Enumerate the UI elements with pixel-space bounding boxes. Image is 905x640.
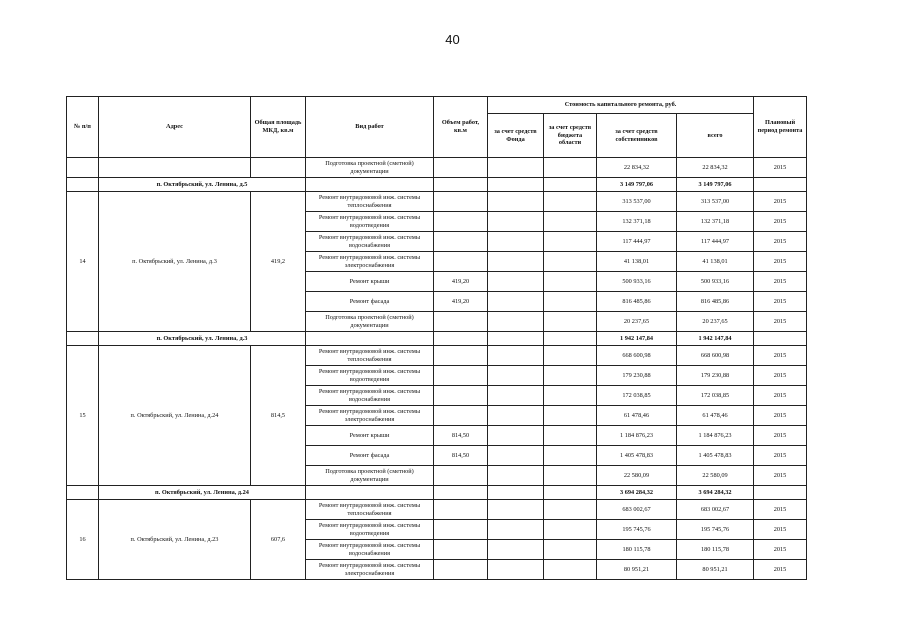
subtotal-total: 3 149 797,06: [677, 178, 754, 192]
subtotal-address: п. Октябрьский, ул. Ленина, д.5: [99, 178, 306, 192]
row-work-type: Ремонт крыши: [306, 426, 434, 446]
row-work-type: Ремонт внутридомовой инж. системы водоотведения: [306, 212, 434, 232]
row-address: п. Октябрьский, ул. Ленина, д.3: [99, 192, 251, 332]
subtotal-work-cell: [306, 486, 434, 500]
subtotal-fund-cell: [488, 178, 544, 192]
row-work-type: Ремонт внутридомовой инж. системы теплоснабжения: [306, 500, 434, 520]
table-row: [67, 158, 807, 178]
row-address: п. Октябрьский, ул. Ленина, д.23: [99, 500, 251, 580]
subtotal-row: [67, 178, 807, 192]
row-budget: [544, 272, 597, 292]
row-volume: [434, 192, 488, 212]
subtotal-total: 1 942 147,84: [677, 332, 754, 346]
row-total: 195 745,76: [677, 520, 754, 540]
subtotal-volume-cell: [434, 332, 488, 346]
row-owners: 180 115,78: [597, 540, 677, 560]
row-volume: [434, 232, 488, 252]
row-total: 179 230,88: [677, 366, 754, 386]
row-volume: [434, 406, 488, 426]
subtotal-budget-cell: [544, 486, 597, 500]
row-total: 117 444,97: [677, 232, 754, 252]
subtotal-row: [67, 486, 807, 500]
row-owners: 132 371,18: [597, 212, 677, 232]
row-work-type: Подготовка проектной (сметной) документации: [306, 466, 434, 486]
subtotal-volume-cell: [434, 178, 488, 192]
header-period: Плановый период ремонта: [754, 97, 807, 158]
row-volume: [434, 366, 488, 386]
row-owners: 20 237,65: [597, 312, 677, 332]
row-budget: [544, 466, 597, 486]
table-row: [67, 500, 807, 520]
row-owners: 313 537,00: [597, 192, 677, 212]
row-budget: [544, 212, 597, 232]
row-volume: 814,50: [434, 446, 488, 466]
row-budget: [544, 560, 597, 580]
row-fund: [488, 252, 544, 272]
row-volume: 419,20: [434, 272, 488, 292]
row-period: 2015: [754, 406, 807, 426]
row-total: 313 537,00: [677, 192, 754, 212]
row-work-type: Ремонт фасада: [306, 292, 434, 312]
row-fund: [488, 406, 544, 426]
row-number: 16: [67, 500, 99, 580]
row-work-type: Ремонт внутридомовой инж. системы теплоснабжения: [306, 192, 434, 212]
row-period: 2015: [754, 466, 807, 486]
row-work-type: Ремонт внутридомовой инж. системы водоснабжения: [306, 232, 434, 252]
row-volume: [434, 560, 488, 580]
row-fund: [488, 560, 544, 580]
row-period: 2015: [754, 252, 807, 272]
subtotal-period-cell: [754, 178, 807, 192]
row-total: 132 371,18: [677, 212, 754, 232]
row-fund: [488, 272, 544, 292]
row-period: 2015: [754, 426, 807, 446]
header-volume: Объем работ, кв.м: [434, 97, 488, 158]
row-budget: [544, 520, 597, 540]
row-owners: 683 002,67: [597, 500, 677, 520]
row-owners: 61 478,46: [597, 406, 677, 426]
row-period: 2015: [754, 192, 807, 212]
row-fund: [488, 212, 544, 232]
row-budget: [544, 366, 597, 386]
table-row: [67, 192, 807, 212]
subtotal-owners: 3 149 797,06: [597, 178, 677, 192]
row-period: 2015: [754, 158, 807, 178]
subtotal-period-cell: [754, 332, 807, 346]
row-total: 80 951,21: [677, 560, 754, 580]
row-volume: [434, 540, 488, 560]
header-address: Адрес: [99, 97, 251, 158]
row-work-type: Подготовка проектной (сметной) документации: [306, 158, 434, 178]
header-owners: за счет средств собственников: [597, 114, 677, 158]
row-work-type: Ремонт внутридомовой инж. системы водоснабжения: [306, 540, 434, 560]
page-number: 40: [445, 32, 460, 47]
row-fund: [488, 158, 544, 178]
row-total: 41 138,01: [677, 252, 754, 272]
row-total: 1 184 876,23: [677, 426, 754, 446]
row-owners: 816 485,86: [597, 292, 677, 312]
row-period: 2015: [754, 500, 807, 520]
header-total: всего: [677, 114, 754, 158]
header-fund: за счет средств Фонда: [488, 114, 544, 158]
row-total: 22 580,09: [677, 466, 754, 486]
header-cost-group: Стоимость капитального ремонта, руб.: [488, 97, 754, 114]
row-period: 2015: [754, 272, 807, 292]
row-total: 816 485,86: [677, 292, 754, 312]
subtotal-row: [67, 332, 807, 346]
row-budget: [544, 252, 597, 272]
row-period: 2015: [754, 232, 807, 252]
row-budget: [544, 386, 597, 406]
row-fund: [488, 312, 544, 332]
subtotal-address: п. Октябрьский, ул. Ленина, д.24: [99, 486, 306, 500]
row-fund: [488, 520, 544, 540]
row-fund: [488, 446, 544, 466]
row-owners: 22 834,32: [597, 158, 677, 178]
row-area: 607,6: [251, 500, 306, 580]
subtotal-volume-cell: [434, 486, 488, 500]
row-area: [251, 158, 306, 178]
row-fund: [488, 192, 544, 212]
subtotal-num-cell: [67, 332, 99, 346]
row-volume: [434, 346, 488, 366]
row-total: 1 405 478,83: [677, 446, 754, 466]
row-fund: [488, 426, 544, 446]
row-owners: 179 230,88: [597, 366, 677, 386]
subtotal-work-cell: [306, 178, 434, 192]
row-owners: 80 951,21: [597, 560, 677, 580]
subtotal-address: п. Октябрьский, ул. Ленина, д.3: [99, 332, 306, 346]
row-period: 2015: [754, 346, 807, 366]
table-body: [67, 158, 807, 580]
row-volume: [434, 520, 488, 540]
row-total: 20 237,65: [677, 312, 754, 332]
row-volume: [434, 500, 488, 520]
row-volume: 814,50: [434, 426, 488, 446]
row-number: 15: [67, 346, 99, 486]
subtotal-budget-cell: [544, 332, 597, 346]
row-period: 2015: [754, 560, 807, 580]
row-total: 22 834,32: [677, 158, 754, 178]
row-work-type: Ремонт внутридомовой инж. системы электроснабжения: [306, 560, 434, 580]
row-budget: [544, 446, 597, 466]
row-owners: 195 745,76: [597, 520, 677, 540]
row-budget: [544, 346, 597, 366]
row-budget: [544, 540, 597, 560]
row-owners: 668 600,98: [597, 346, 677, 366]
row-total: 668 600,98: [677, 346, 754, 366]
subtotal-num-cell: [67, 486, 99, 500]
row-owners: 41 138,01: [597, 252, 677, 272]
row-work-type: Ремонт внутридомовой инж. системы водоотведения: [306, 366, 434, 386]
row-volume: 419,20: [434, 292, 488, 312]
row-period: 2015: [754, 312, 807, 332]
row-work-type: Ремонт внутридомовой инж. системы теплоснабжения: [306, 346, 434, 366]
row-owners: 1 184 876,23: [597, 426, 677, 446]
row-budget: [544, 192, 597, 212]
row-budget: [544, 232, 597, 252]
row-work-type: Ремонт крыши: [306, 272, 434, 292]
row-total: 683 002,67: [677, 500, 754, 520]
row-volume: [434, 158, 488, 178]
subtotal-period-cell: [754, 486, 807, 500]
row-work-type: Ремонт фасада: [306, 446, 434, 466]
row-owners: 117 444,97: [597, 232, 677, 252]
row-total: 180 115,78: [677, 540, 754, 560]
row-budget: [544, 292, 597, 312]
row-work-type: Ремонт внутридомовой инж. системы водоотведения: [306, 520, 434, 540]
table-row: [67, 346, 807, 366]
row-work-type: Подготовка проектной (сметной) документации: [306, 312, 434, 332]
row-area: 814,5: [251, 346, 306, 486]
row-volume: [434, 466, 488, 486]
row-fund: [488, 386, 544, 406]
row-total: 61 478,46: [677, 406, 754, 426]
subtotal-work-cell: [306, 332, 434, 346]
subtotal-fund-cell: [488, 332, 544, 346]
subtotal-owners: 3 694 284,32: [597, 486, 677, 500]
row-volume: [434, 212, 488, 232]
row-budget: [544, 312, 597, 332]
row-budget: [544, 426, 597, 446]
row-fund: [488, 346, 544, 366]
header-work: Вид работ: [306, 97, 434, 158]
row-area: 419,2: [251, 192, 306, 332]
capital-repair-table: [66, 96, 807, 580]
row-owners: 1 405 478,83: [597, 446, 677, 466]
row-owners: 22 580,09: [597, 466, 677, 486]
row-period: 2015: [754, 212, 807, 232]
row-address: [99, 158, 251, 178]
subtotal-fund-cell: [488, 486, 544, 500]
row-work-type: Ремонт внутридомовой инж. системы электроснабжения: [306, 406, 434, 426]
row-total: 500 933,16: [677, 272, 754, 292]
row-volume: [434, 252, 488, 272]
row-period: 2015: [754, 292, 807, 312]
row-budget: [544, 500, 597, 520]
row-owners: 500 933,16: [597, 272, 677, 292]
row-fund: [488, 366, 544, 386]
row-period: 2015: [754, 386, 807, 406]
row-budget: [544, 406, 597, 426]
row-period: 2015: [754, 366, 807, 386]
row-fund: [488, 466, 544, 486]
subtotal-budget-cell: [544, 178, 597, 192]
row-volume: [434, 386, 488, 406]
row-fund: [488, 292, 544, 312]
header-area: Общая площадь МКД, кв.м: [251, 97, 306, 158]
subtotal-owners: 1 942 147,84: [597, 332, 677, 346]
row-number: 14: [67, 192, 99, 332]
header-num: № п/п: [67, 97, 99, 158]
row-total: 172 038,85: [677, 386, 754, 406]
row-owners: 172 038,85: [597, 386, 677, 406]
row-work-type: Ремонт внутридомовой инж. системы водоснабжения: [306, 386, 434, 406]
subtotal-total: 3 694 284,32: [677, 486, 754, 500]
row-work-type: Ремонт внутридомовой инж. системы электроснабжения: [306, 252, 434, 272]
row-fund: [488, 500, 544, 520]
row-period: 2015: [754, 446, 807, 466]
row-fund: [488, 540, 544, 560]
row-address: п. Октябрьский, ул. Ленина, д.24: [99, 346, 251, 486]
row-fund: [488, 232, 544, 252]
row-volume: [434, 312, 488, 332]
row-number: [67, 158, 99, 178]
row-budget: [544, 158, 597, 178]
row-period: 2015: [754, 520, 807, 540]
row-period: 2015: [754, 540, 807, 560]
subtotal-num-cell: [67, 178, 99, 192]
header-budget: за счет средств бюджета области: [544, 114, 597, 158]
